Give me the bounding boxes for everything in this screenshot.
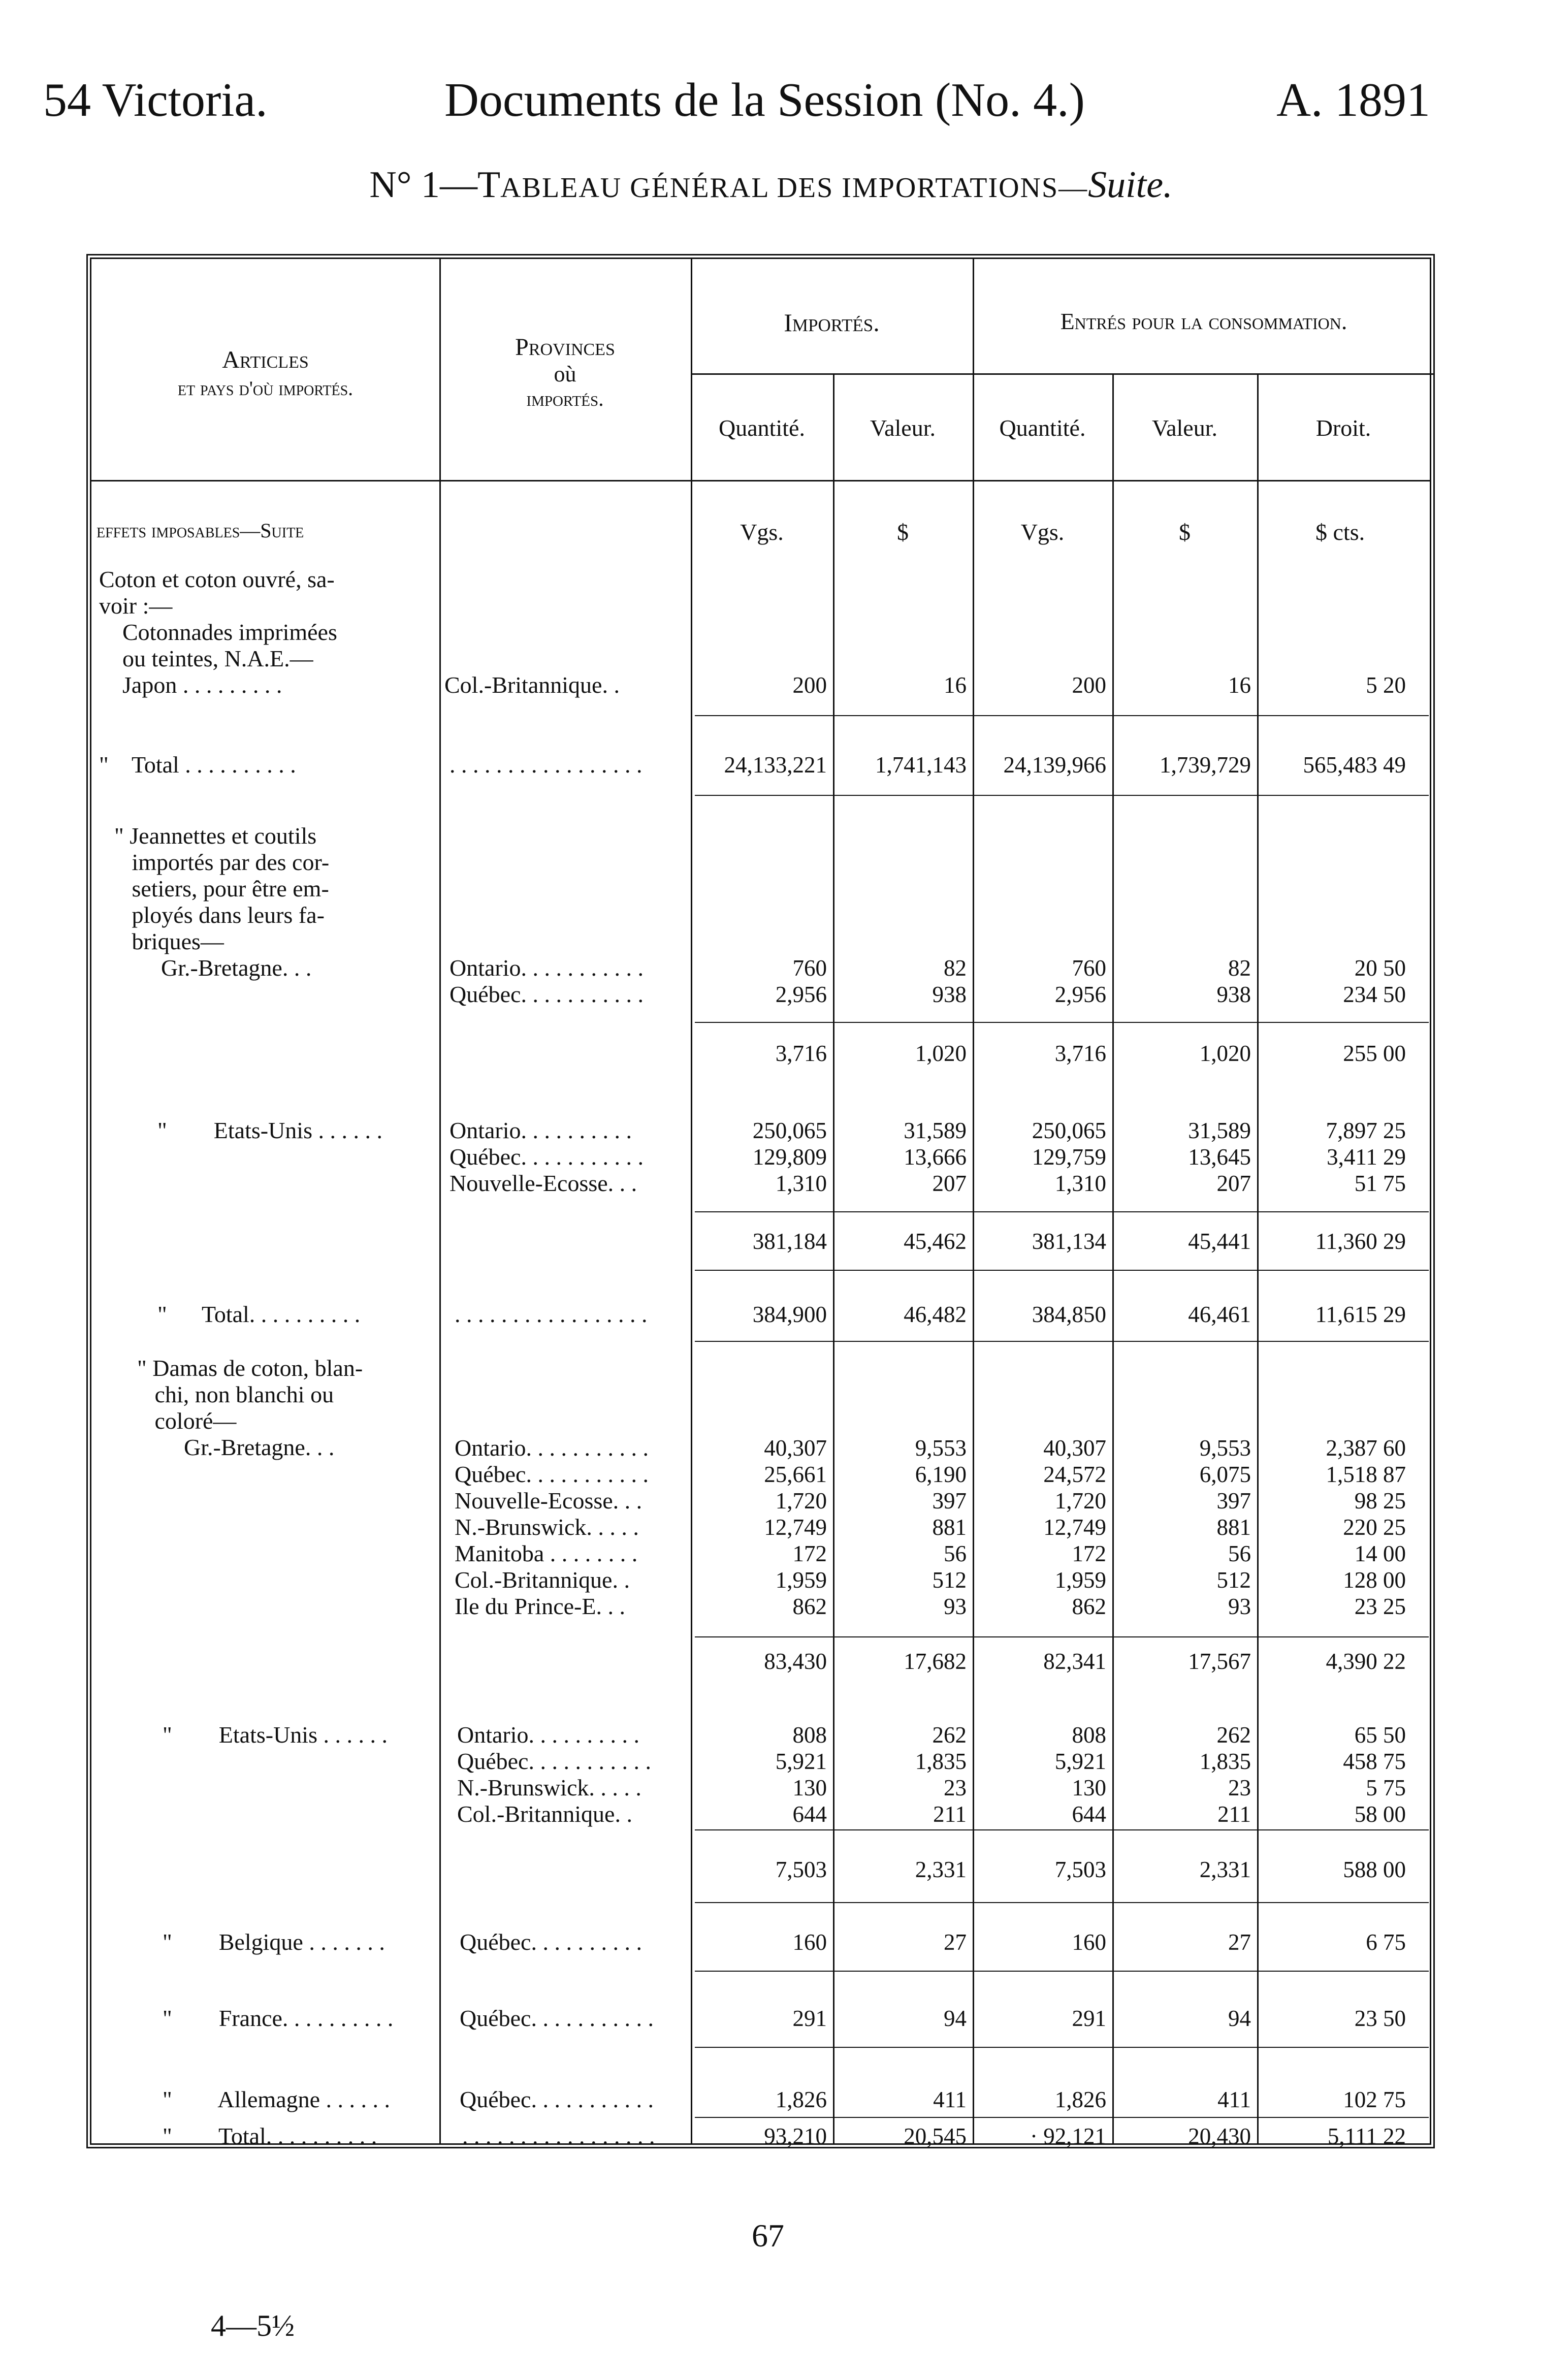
cell-droit: 23 50 <box>1354 2006 1406 2031</box>
cell-quantite-importes: 1,826 <box>775 2087 827 2112</box>
cell-valeur-entres: 94 <box>1228 2006 1251 2031</box>
subtotal-valeur-importes: 17,682 <box>904 1649 967 1674</box>
cell-quantite-entres: 1,826 <box>1054 2087 1106 2112</box>
subtotal-valeur-entres: 1,020 <box>1199 1041 1251 1066</box>
row-province: Québec. . . . . . . . . . . <box>460 2086 654 2112</box>
table-title-first-letter: T <box>477 164 501 206</box>
cell-quantite-entres: 250,065 129,759 1,310 <box>1032 1118 1106 1196</box>
cell-valeur-entres: 82 938 <box>1216 955 1251 1007</box>
total-label: " Total . . . . . . . . . . <box>99 752 296 778</box>
total-valeur-entres: 20,430 <box>1188 2124 1251 2149</box>
cell-quantite-entres: 760 2,956 <box>1054 955 1106 1007</box>
cell-valeur-entres: 262 1,835 23 211 <box>1199 1722 1251 1827</box>
header-provinces-importes: importés. <box>526 388 604 411</box>
row-province: Québec. . . . . . . . . . . <box>460 2005 654 2031</box>
header-group-rule <box>691 373 1435 375</box>
subtotal-valeur-importes: 1,020 <box>915 1041 967 1066</box>
total-droit: 11,615 29 <box>1315 1302 1406 1327</box>
subtotal-valeur-importes: 45,462 <box>904 1229 967 1254</box>
column-rule <box>1112 373 1114 2144</box>
total-label: " Total. . . . . . . . . . <box>163 2123 377 2149</box>
subtotal-droit: 4,390 22 <box>1326 1649 1406 1674</box>
cell-droit: 65 50 458 75 5 75 58 00 <box>1343 1722 1406 1827</box>
subtotal-valeur-entres: 17,567 <box>1188 1649 1251 1674</box>
row-country-label: " Belgique . . . . . . . <box>163 1929 385 1955</box>
column-rule <box>1257 373 1259 2144</box>
subtotal-quantite-importes: 83,430 <box>764 1649 827 1674</box>
cell-valeur-entres: 27 <box>1228 1929 1251 1955</box>
section-rule <box>695 1971 1429 1972</box>
row-provinces: Ontario. . . . . . . . . . Québec. . . . . . . . . . . Nouvelle-Ecosse. . . <box>449 1117 644 1196</box>
subtotal-quantite-entres: 3,716 <box>1054 1041 1106 1066</box>
row-provinces: Ontario. . . . . . . . . . . Québec. . . . . . . . . . . <box>449 955 644 1007</box>
row-province: Québec. . . . . . . . . . <box>460 1929 642 1955</box>
cell-droit: 6 75 <box>1366 1929 1406 1955</box>
header-importes: Importés. <box>784 308 880 337</box>
cell-valeur-entres: 411 <box>1217 2087 1251 2112</box>
cell-quantite-importes: 808 5,921 130 644 <box>775 1722 827 1827</box>
cell-quantite-importes: 250,065 129,809 1,310 <box>752 1118 827 1196</box>
cell-quantite-entres: 808 5,921 130 644 <box>1054 1722 1106 1827</box>
column-rule <box>439 258 441 2144</box>
total-province-leader: . . . . . . . . . . . . . . . . . <box>449 752 642 778</box>
section-rule <box>695 1902 1429 1903</box>
row-description: " Jeannettes et coutils importés par des cor- setiers, pour être em- ployés dans leurs fa- briques— Gr.-Bretagne. . . <box>114 823 330 981</box>
total-quantite-entres: 384,850 <box>1032 1302 1106 1327</box>
total-quantite-importes: 24,133,221 <box>724 752 827 778</box>
cell-valeur-entres: 9,553 6,075 397 881 56 512 93 <box>1199 1435 1251 1619</box>
cell-quantite-importes: 160 <box>792 1929 827 1955</box>
column-rule <box>833 373 834 2144</box>
cell-quantite-entres: 291 <box>1072 2006 1106 2031</box>
subtotal-quantite-entres: 381,134 <box>1032 1229 1106 1254</box>
cell-droit: 5 20 <box>1366 672 1406 698</box>
subtotal-quantite-importes: 7,503 <box>775 1857 827 1882</box>
subtotal-rule <box>695 1211 1429 1212</box>
total-droit: 5,111 22 <box>1327 2124 1406 2149</box>
row-country-label: " Etats-Unis . . . . . . <box>163 1722 388 1748</box>
total-quantite-importes: 384,900 <box>752 1302 827 1327</box>
section-rule <box>695 715 1429 716</box>
subtotal-droit: 588 00 <box>1343 1857 1406 1882</box>
table-title-rest: ABLEAU GÉNÉRAL DES IMPORTATIONS— <box>500 172 1088 204</box>
total-label: " Total. . . . . . . . . . <box>157 1301 361 1327</box>
cell-quantite-entres: 160 <box>1072 1929 1106 1955</box>
row-provinces: Ontario. . . . . . . . . . . Québec. . . . . . . . . . . Nouvelle-Ecosse. . . N.-Brunswick. . . . . Manitoba . . . . . . . . Col.-Britannique. . Ile du Prince-E. . . <box>455 1435 649 1619</box>
header-provinces: Provinces <box>515 334 615 361</box>
total-quantite-importes: 93,210 <box>764 2124 827 2149</box>
cell-valeur-entres: 31,589 13,645 207 <box>1188 1118 1251 1196</box>
unit-droit: $ cts. <box>1315 519 1365 545</box>
row-country-label: " Allemagne . . . . . . <box>163 2086 391 2112</box>
subtotal-quantite-entres: 7,503 <box>1054 1857 1106 1882</box>
row-province: Col.-Britannique. . <box>444 672 620 698</box>
cell-quantite-importes: 40,307 25,661 1,720 12,749 172 1,959 862 <box>764 1435 827 1619</box>
units-label: effets imposables—Suite <box>97 519 304 542</box>
row-description: Coton et coton ouvré, sa- voir :— Cotonnades imprimées ou teintes, N.A.E.— Japon . . . . . . . . . <box>99 566 337 698</box>
cell-valeur-importes: 262 1,835 23 211 <box>915 1722 967 1827</box>
subtotal-valeur-entres: 2,331 <box>1199 1857 1251 1882</box>
total-valeur-importes: 1,741,143 <box>875 752 967 778</box>
header-articles: Articles <box>222 346 309 373</box>
cell-quantite-importes: 200 <box>792 672 827 698</box>
cell-valeur-importes: 94 <box>944 2006 967 2031</box>
header-provinces-ou: où <box>554 362 576 387</box>
cell-valeur-importes: 411 <box>933 2087 967 2112</box>
cell-valeur-importes: 31,589 13,666 207 <box>904 1118 967 1196</box>
cell-valeur-importes: 27 <box>944 1929 967 1955</box>
cell-droit: 20 50 234 50 <box>1343 955 1406 1007</box>
section-rule <box>695 1341 1429 1342</box>
header-valeur-importes: Valeur. <box>870 415 936 441</box>
unit-quantite-entres: Vgs. <box>1020 519 1065 545</box>
section-rule <box>695 2047 1429 2048</box>
unit-quantite-importes: Vgs. <box>740 519 784 545</box>
total-valeur-importes: 46,482 <box>904 1302 967 1327</box>
subtotal-droit: 255 00 <box>1343 1041 1406 1066</box>
section-rule <box>695 2117 1429 2118</box>
row-country-label: " Etats-Unis . . . . . . <box>157 1117 382 1143</box>
cell-valeur-importes: 16 <box>944 672 967 698</box>
header-bottom-rule <box>90 480 1431 481</box>
subtotal-valeur-entres: 45,441 <box>1188 1229 1251 1254</box>
row-description: " Damas de coton, blan- chi, non blanchi ou coloré— Gr.-Bretagne. . . <box>137 1355 363 1460</box>
page-number: 67 <box>752 2217 784 2254</box>
cell-droit: 102 75 <box>1343 2087 1406 2112</box>
total-quantite-entres: · 92,121 <box>1030 2124 1106 2149</box>
running-head-year: A. 1891 <box>1276 74 1430 126</box>
total-province-leader: . . . . . . . . . . . . . . . . . <box>462 2123 655 2149</box>
subtotal-quantite-entres: 82,341 <box>1043 1649 1106 1674</box>
section-rule <box>695 1270 1429 1271</box>
subtotal-rule <box>695 1022 1429 1023</box>
table-title-suite: Suite. <box>1088 164 1173 206</box>
unit-valeur-importes: $ <box>897 519 909 545</box>
header-articles-sub: et pays d'où importés. <box>177 377 354 400</box>
header-valeur-entres: Valeur. <box>1151 415 1217 441</box>
cell-quantite-importes: 760 2,956 <box>775 955 827 1007</box>
header-droit: Droit. <box>1315 415 1371 441</box>
cell-droit: 2,387 60 1,518 87 98 25 220 25 14 00 128 00 23 25 <box>1326 1435 1406 1619</box>
total-quantite-entres: 24,139,966 <box>1003 752 1106 778</box>
running-head-document-title: Documents de la Session (No. 4.) <box>444 74 1085 126</box>
table-title <box>0 164 1542 207</box>
table-title-prefix: N° 1— <box>369 164 477 206</box>
header-entres-consommation: Entrés pour la consommation. <box>1060 308 1347 334</box>
subtotal-rule <box>695 1829 1429 1830</box>
unit-valeur-entres: $ <box>1179 519 1191 545</box>
header-quantite-importes: Quantité. <box>719 415 805 441</box>
cell-quantite-importes: 291 <box>792 2006 827 2031</box>
cell-valeur-entres: 16 <box>1228 672 1251 698</box>
running-head-session-year: 54 Victoria. <box>43 74 268 126</box>
subtotal-valeur-importes: 2,331 <box>915 1857 967 1882</box>
cell-droit: 7,897 25 3,411 29 51 75 <box>1326 1118 1406 1196</box>
cell-valeur-importes: 82 938 <box>932 955 967 1007</box>
total-province-leader: . . . . . . . . . . . . . . . . . <box>455 1301 648 1327</box>
row-country-label: " France. . . . . . . . . . <box>163 2005 394 2031</box>
subtotal-quantite-importes: 381,184 <box>752 1229 827 1254</box>
row-provinces: Ontario. . . . . . . . . . Québec. . . . . . . . . . . N.-Brunswick. . . . . Col.-Britannique. . <box>457 1722 651 1827</box>
header-quantite-entres: Quantité. <box>999 415 1086 441</box>
subtotal-quantite-importes: 3,716 <box>775 1041 827 1066</box>
printer-signature: 4—5½ <box>211 2309 295 2342</box>
subtotal-rule <box>695 1636 1429 1637</box>
total-valeur-entres: 1,739,729 <box>1160 752 1251 778</box>
total-valeur-entres: 46,461 <box>1188 1302 1251 1327</box>
total-droit: 565,483 49 <box>1303 752 1406 778</box>
subtotal-droit: 11,360 29 <box>1315 1229 1406 1254</box>
cell-quantite-entres: 40,307 24,572 1,720 12,749 172 1,959 862 <box>1043 1435 1106 1619</box>
section-rule <box>695 795 1429 796</box>
cell-valeur-importes: 9,553 6,190 397 881 56 512 93 <box>915 1435 967 1619</box>
total-valeur-importes: 20,545 <box>904 2124 967 2149</box>
cell-quantite-entres: 200 <box>1072 672 1106 698</box>
